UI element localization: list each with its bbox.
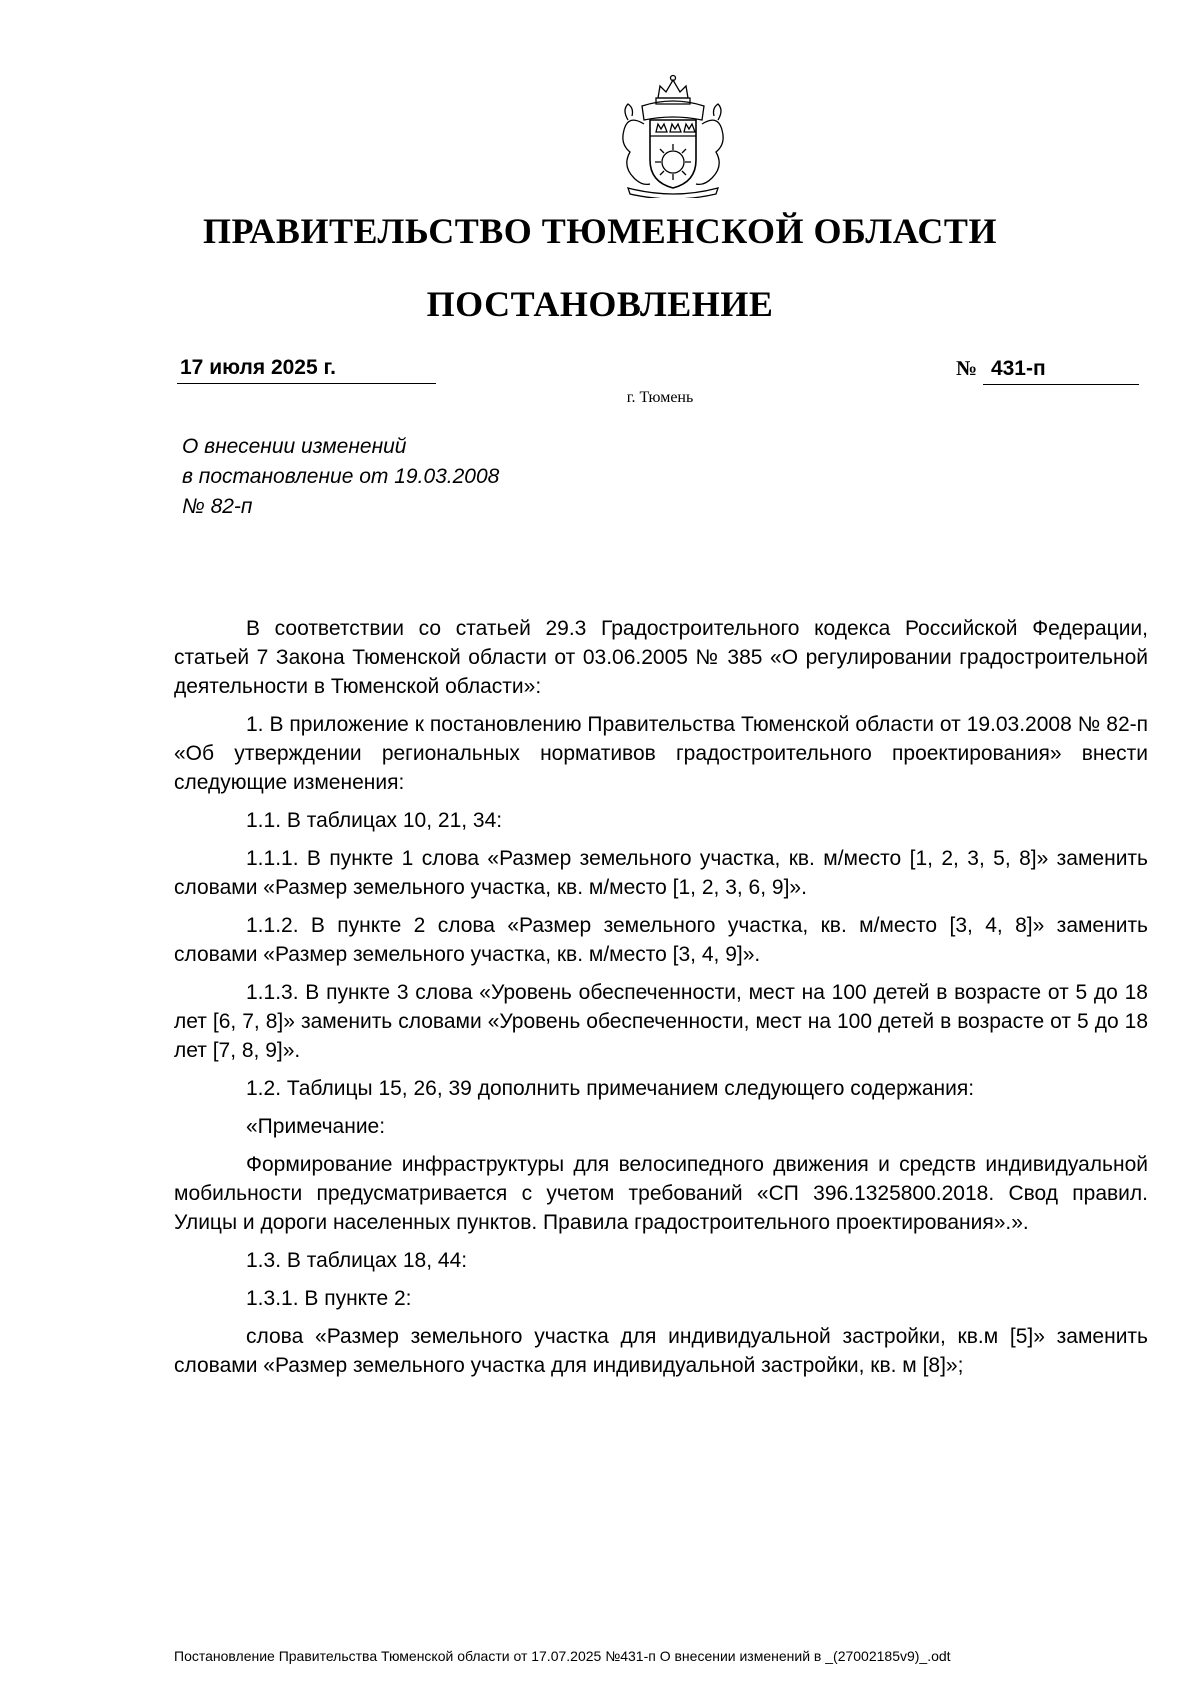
subject-line: № 82-п bbox=[182, 495, 253, 518]
document-type: ПОСТАНОВЛЕНИЕ bbox=[426, 284, 774, 324]
body-paragraph: Формирование инфраструктуры для велосипедного движения и средств индивидуальной мобильности предусматривается с учетом требований «СП 396.1325800.2018. Свод правил. Улицы и дороги населенных пунктов. Правила градостроительного проектирования».». bbox=[174, 1153, 1148, 1234]
document-date: 17 июля 2025 г. bbox=[177, 356, 436, 384]
document-body bbox=[174, 614, 1148, 1389]
city-label: г. Тюмень bbox=[626, 389, 694, 406]
page-footer: Постановление Правительства Тюменской области от 17.07.2025 №431-п О внесении изменений в _(27002185v9)_.odt bbox=[174, 1648, 951, 1664]
document-number: 431-п bbox=[983, 357, 1139, 385]
issuing-authority: ПРАВИТЕЛЬСТВО ТЮМЕНСКОЙ ОБЛАСТИ bbox=[203, 211, 997, 251]
body-paragraph: 1.3. В таблицах 18, 44: bbox=[246, 1249, 468, 1272]
document-subject bbox=[182, 432, 499, 522]
body-paragraph: «Примечание: bbox=[246, 1115, 386, 1138]
document-number-block bbox=[956, 356, 1146, 385]
body-paragraph: слова «Размер земельного участка для индивидуальной застройки, кв.м [5]» заменить словами «Размер земельного участка для индивидуальной застройки, кв. м [8]»; bbox=[174, 1325, 1148, 1377]
coat-of-arms-icon bbox=[598, 74, 748, 198]
body-paragraph: В соответствии со статьей 29.3 Градостроительного кодекса Российской Федерации, статьей 7 Закона Тюменской области от 03.06.2005 № 385 «О регулировании градостроительной деятельности в Тюменской области»: bbox=[174, 617, 1148, 698]
number-sign: № bbox=[956, 356, 978, 380]
body-paragraph: 1.1.2. В пункте 2 слова «Размер земельного участка, кв. м/место [3, 4, 8]» заменить словами «Размер земельного участка, кв. м/место [3, 4, 9]». bbox=[174, 914, 1148, 966]
subject-line: в постановление от 19.03.2008 bbox=[182, 465, 500, 488]
body-paragraph: 1.1.1. В пункте 1 слова «Размер земельного участка, кв. м/место [1, 2, 3, 5, 8]» заменить словами «Размер земельного участка, кв. м/место [1, 2, 3, 6, 9]». bbox=[174, 847, 1148, 899]
body-paragraph: 1. В приложение к постановлению Правительства Тюменской области от 19.03.2008 № 82-п «Об утверждении региональных нормативов градостроительного проектирования» внести следующие изменения: bbox=[174, 713, 1148, 794]
subject-line: О внесении изменений bbox=[182, 435, 407, 458]
body-paragraph: 1.2. Таблицы 15, 26, 39 дополнить примечанием следующего содержания: bbox=[246, 1077, 975, 1100]
body-paragraph: 1.3.1. В пункте 2: bbox=[246, 1287, 412, 1310]
body-paragraph: 1.1.3. В пункте 3 слова «Уровень обеспеченности, мест на 100 детей в возрасте от 5 до 18 лет [6, 7, 8]» заменить словами «Уровень обеспеченности, мест на 100 детей в возрасте от 5 до 18 лет [7, 8, 9]». bbox=[174, 981, 1148, 1062]
body-paragraph: 1.1. В таблицах 10, 21, 34: bbox=[246, 809, 503, 832]
